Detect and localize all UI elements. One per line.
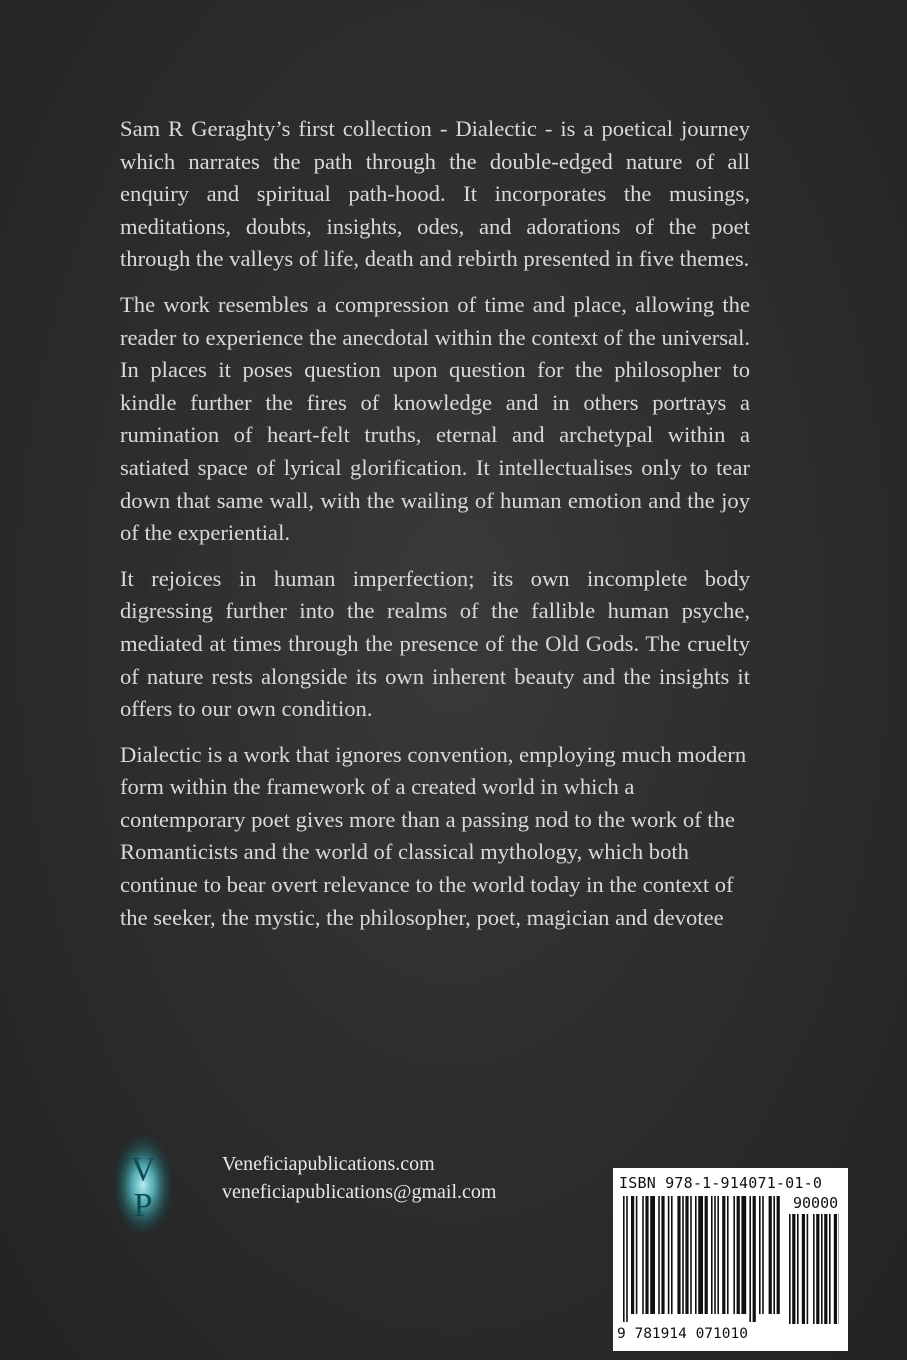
- barcode-bar: [682, 1196, 684, 1314]
- barcode-bar: [759, 1196, 761, 1314]
- isbn-barcode: [613, 1168, 848, 1351]
- barcode-bar: [690, 1196, 692, 1314]
- barcode-bar: [727, 1196, 729, 1314]
- addon-barcode-bars: [789, 1214, 841, 1326]
- barcode-bar: [650, 1196, 655, 1314]
- publisher-website[interactable]: Veneficiapublications.com: [222, 1153, 435, 1175]
- barcode-bar: [802, 1214, 805, 1324]
- barcode-bar: [698, 1196, 703, 1314]
- logo-letter-v: V: [130, 1151, 156, 1188]
- barcode-bar: [722, 1196, 725, 1314]
- barcode-bar: [677, 1196, 680, 1314]
- barcode-bar: [777, 1196, 780, 1314]
- barcode-bar: [711, 1196, 713, 1314]
- barcode-bar: [797, 1214, 799, 1324]
- barcode-bar: [626, 1196, 628, 1322]
- barcode-bar: [695, 1196, 697, 1314]
- logo-letter-p: P: [133, 1187, 153, 1224]
- barcode-bar: [813, 1214, 815, 1324]
- blurb-paragraph-4: Dialectic is a work that ignores convention, employing much modern form within the framework of a created world in which a contemporary poet gives more than a passing nod to the work of the Romanticists and the world of classical mythology, which both continue to bear overt relevance to the world today in the context of the seeker, the mystic, the philosopher, poet, magician and devotee: [120, 741, 747, 930]
- barcode-bar: [829, 1214, 831, 1324]
- barcode-bar: [737, 1196, 740, 1314]
- isbn-label: ISBN 978-1-914071-01-0: [619, 1174, 823, 1192]
- blurb-paragraph-3: It rejoices in human imperfection; its own incomplete body digressing further into the realms of the fallible human psyche, mediated at times through the presence of the Old Gods. The cruelty of nature rests alongside its own inherent beauty and the insights it offers to our own condition.: [120, 565, 750, 722]
- barcode-bar: [762, 1196, 764, 1314]
- barcode-bar: [668, 1196, 670, 1314]
- barcode-bar: [749, 1196, 751, 1322]
- barcode-bar: [661, 1196, 664, 1314]
- blurb-paragraph-2: The work resembles a compression of time and place, allowing the reader to experience the anecdotal within the context of the universal. In places it poses question upon question for the philosopher to kindle further the fires of knowledge and in others portrays a rumination of heart-felt truths, eternal and archetypal within a satiated space of lyrical glorification. It intellectualises only to tear down that same wall, with the wailing of human emotion and the joy of the experiential.: [120, 291, 750, 546]
- back-cover-blurb: [120, 113, 750, 947]
- barcode-bar: [807, 1214, 809, 1324]
- barcode-bar: [816, 1214, 819, 1324]
- barcode-bar: [636, 1196, 638, 1314]
- barcode-bar: [631, 1196, 634, 1314]
- price-code: 90000: [793, 1194, 839, 1212]
- ean-barcode-bars: [623, 1196, 783, 1326]
- ean-digits: 9 781914 071010: [617, 1326, 748, 1342]
- barcode-bar: [671, 1196, 673, 1314]
- barcode-bar: [705, 1196, 708, 1314]
- barcode-bar: [658, 1196, 660, 1314]
- barcode-bar: [685, 1196, 688, 1314]
- barcode-bar: [753, 1196, 756, 1322]
- barcode-bar: [834, 1214, 837, 1324]
- barcode-bar: [741, 1196, 746, 1314]
- barcode-bar: [792, 1214, 795, 1324]
- publisher-logo: [110, 1130, 176, 1240]
- blurb-paragraph-1: Sam R Geraghty’s first collection - Dialectic - is a poetical journey which narrates the path through the double-edged nature of all enquiry and spiritual path-hood. It incorporates the musings, meditations, doubts, insights, odes, and adorations of the poet through the valleys of life, death and rebirth presented in five themes.: [120, 116, 750, 272]
- barcode-bar: [717, 1196, 719, 1314]
- barcode-bar: [789, 1214, 791, 1324]
- barcode-bar: [773, 1196, 775, 1314]
- barcode-bar: [824, 1214, 827, 1324]
- barcode-bar: [623, 1196, 625, 1322]
- barcode-bar: [645, 1196, 648, 1314]
- publisher-contact: [222, 1150, 496, 1206]
- barcode-bar: [769, 1196, 772, 1314]
- barcode-bar: [714, 1196, 716, 1314]
- publisher-email[interactable]: veneficiapublications@gmail.com: [222, 1181, 497, 1203]
- barcode-bar: [733, 1196, 735, 1314]
- barcode-bar: [642, 1196, 644, 1314]
- barcode-bar: [821, 1214, 823, 1324]
